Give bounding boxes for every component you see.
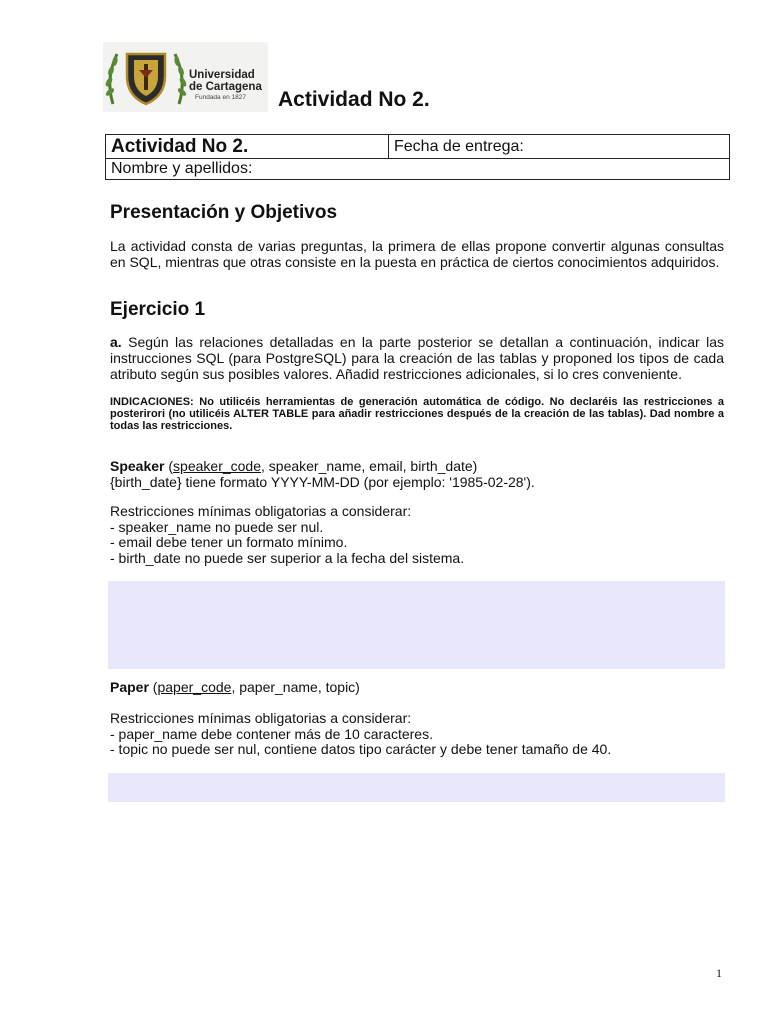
paper-restrictions (110, 711, 724, 758)
speaker-format-note: {birth_date} tiene formato YYYY-MM-DD (por ejemplo: '1985-02-28'). (110, 474, 535, 490)
paper-primary-key: paper_code (157, 679, 232, 695)
restriction-item: - email debe tener un formato mínimo. (110, 534, 348, 550)
page-number: 1 (716, 966, 722, 980)
university-founded: Fundada en 1827 (195, 94, 246, 101)
header-table (105, 134, 730, 180)
activity-cell: Actividad No 2. (106, 135, 389, 159)
paper-table-name: Paper (110, 679, 149, 695)
speaker-primary-key: speaker_code (173, 458, 261, 474)
presentation-heading: Presentación y Objetivos (110, 202, 338, 223)
name-field[interactable]: Nombre y apellidos: (106, 159, 730, 180)
speaker-answer-box[interactable] (108, 581, 725, 669)
exercise-part-a (110, 334, 724, 382)
speaker-table-name: Speaker (110, 458, 165, 474)
speaker-relation: Speaker (speaker_code, speaker_name, email, birth_date) (110, 458, 478, 474)
part-letter: a. (110, 334, 122, 350)
page-title: Actividad No 2. (278, 88, 430, 111)
restriction-item: - topic no puede ser nul, contiene datos tipo carácter y debe tener tamaño de 40. (110, 741, 612, 757)
restriction-item: - speaker_name no puede ser nul. (110, 518, 324, 535)
paper-relation: Paper (paper_code, paper_name, topic) (110, 679, 360, 695)
restriction-item: - birth_date no puede ser superior a la fecha del sistema. (110, 549, 465, 566)
university-crest-icon (103, 44, 189, 110)
part-text: Según las relaciones detalladas en la parte posterior se detallan a continuación, indicar las instrucciones SQL (para PostgreSQL) para la creación de las tablas y proponed los tipos de cada atributo según sus posibles valores. Añadid restricciones adicionales, si lo cres conveniente. (110, 334, 724, 382)
restrictions-title: Restricciones mínimas obligatorias a considerar: (110, 710, 412, 726)
speaker-restrictions (110, 504, 724, 566)
university-logo (103, 42, 268, 112)
due-date-field[interactable]: Fecha de entrega: (389, 135, 730, 159)
university-name: Universidad de Cartagena (189, 69, 262, 93)
restrictions-title: Restricciones mínimas obligatorias a considerar: (110, 503, 412, 519)
presentation-text: La actividad consta de varias preguntas, la primera de ellas propone convertir algunas consultas en SQL, mientras que otras consiste en la puesta en práctica de ciertos conocimientos adquiridos. (110, 238, 724, 270)
restriction-item: - paper_name debe contener más de 10 caracteres. (110, 725, 433, 742)
indications-note: INDICACIONES: No utilicéis herramientas de generación automática de código. No declaréis las restricciones a posterirori (no utilicéis ALTER TABLE para añadir restricciones después de la creación de las tablas). Dad nombre a todas las restricciones. (110, 396, 724, 432)
paper-answer-box[interactable] (108, 773, 725, 802)
exercise-heading: Ejercicio 1 (110, 299, 206, 320)
